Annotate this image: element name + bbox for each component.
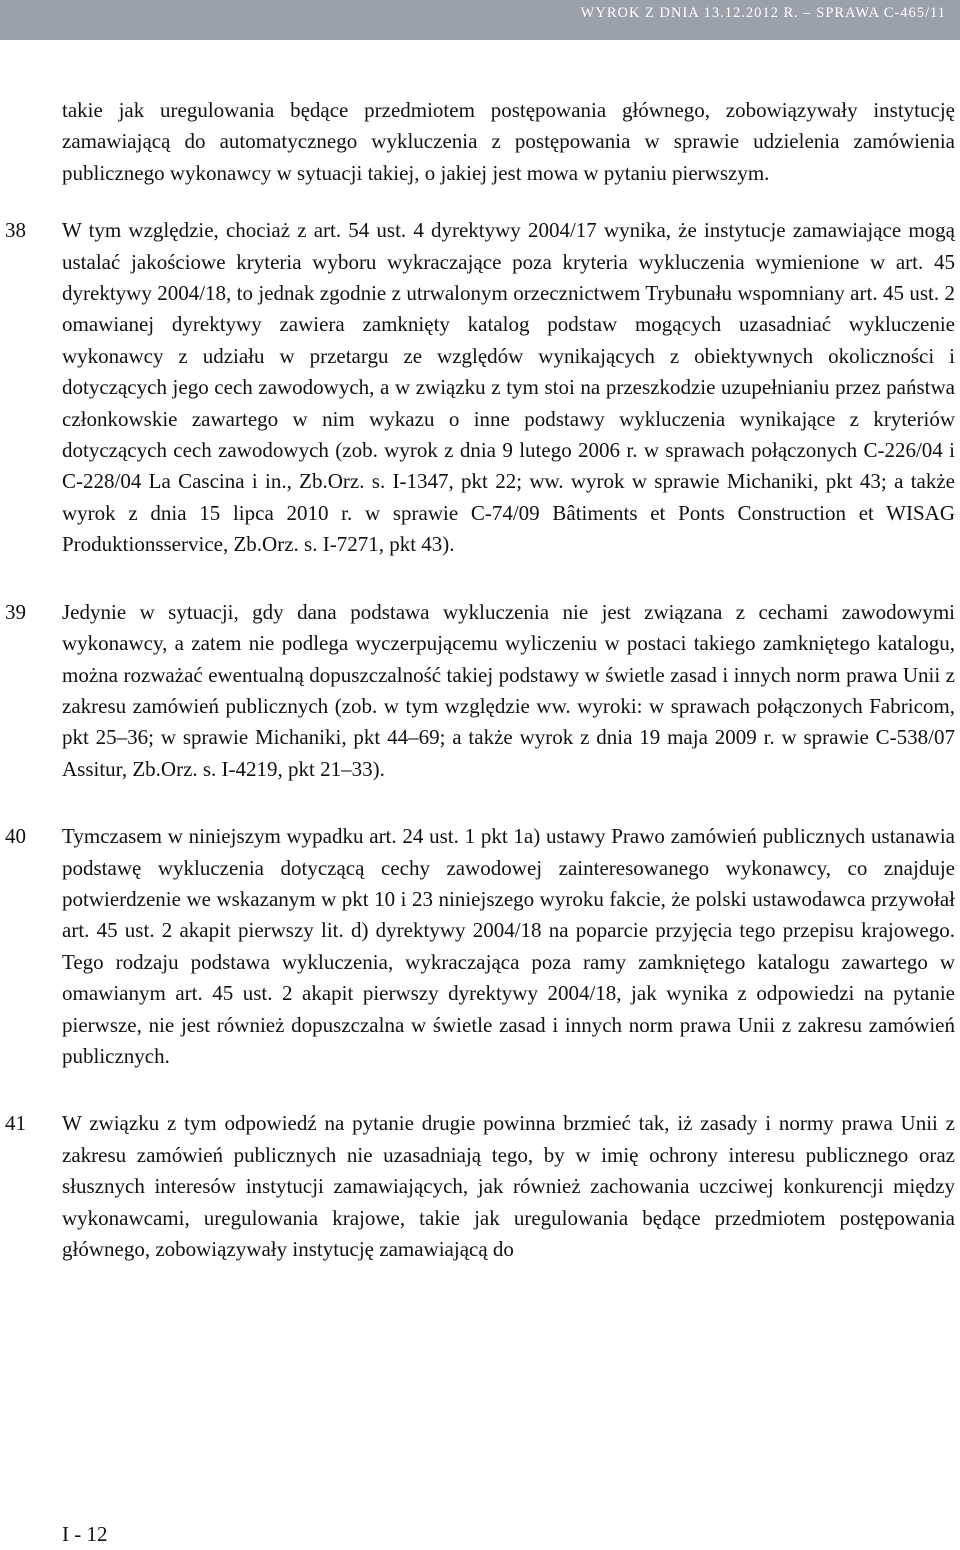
paragraph-number: 41 bbox=[5, 1111, 26, 1136]
paragraph-39 bbox=[0, 597, 960, 785]
paragraph-number: 39 bbox=[5, 599, 26, 624]
paragraph-text: Tymczasem w niniejszym wypadku art. 24 ust. 1 pkt 1a) ustawy Prawo zamówień publicznych ustanawia podstawę wykluczenia dotyczącą cechy zawodowej zainteresowanego wykonawcy, co znajduje potwierdzenie we wskazanym w pkt 10 i 23 niniejszego wyroku fakcie, że polski ustawodawca przywołał art. 45 ust. 2 akapit pierwszy lit. d) dyrektywy 2004/18 na poparcie przyjęcia tego przepisu krajowego. Tego rodzaju podstawa wykluczenia, wykraczająca poza ramy zamkniętego katalogu zawartego w omawianym art. 45 ust. 2 akapit pierwszy dyrektywy 2004/18, jak wynika z odpowiedzi na pytanie pierwsze, nie jest również dopuszczalna w świetle zasad i innych norm prawa Unii z zakresu zamówień publicznych. bbox=[62, 824, 955, 1068]
continued-paragraph bbox=[0, 95, 960, 189]
paragraph-41 bbox=[0, 1108, 960, 1265]
running-title: WYROK Z DNIA 13.12.2012 R. – SPRAWA C-465/11 bbox=[580, 5, 946, 21]
paragraph-number: 38 bbox=[5, 218, 26, 243]
document-body bbox=[0, 95, 960, 1301]
paragraph-text: W związku z tym odpowiedź na pytanie drugie powinna brzmieć tak, iż zasady i normy prawa Unii z zakresu zamówień publicznych nie uzasadniają tego, by w imię ochrony interesu publicznego oraz słusznych interesów instytucji zamawiających, jak również zachowania uczciwej konkurencji między wykonawcami, uregulowania krajowe, takie jak uregulowania będące przedmiotem postępowania głównego, zobowiązywały instytucję zamawiającą do bbox=[62, 1111, 955, 1261]
paragraph-number: 40 bbox=[5, 824, 26, 849]
paragraph-38 bbox=[0, 215, 960, 560]
paragraph-text: takie jak uregulowania będące przedmiotem postępowania głównego, zobowiązywały instytucję zamawiającą do automatycznego wykluczenia z postępowania w sprawie udzielenia zamówienia publicznego wykonawcy w sytuacji takiej, o jakiej jest mowa w pytaniu pierwszym. bbox=[62, 98, 955, 185]
page-number: I - 12 bbox=[62, 1522, 108, 1546]
paragraph-40 bbox=[0, 821, 960, 1072]
paragraph-text: W tym względzie, chociaż z art. 54 ust. 4 dyrektywy 2004/17 wynika, że instytucje zamawiające mogą ustalać jakościowe kryteria wyboru wykraczające poza kryteria wykluczenia wymienione w art. 45 dyrektywy 2004/18, to jednak zgodnie z utrwalonym orzecznictwem Trybunału wspomniany art. 45 ust. 2 omawianej dyrektywy zawiera zamknięty katalog podstaw mogących uzasadniać wykluczenie wykonawcy z udziału w przetargu ze względów wynikających z obiektywnych okoliczności i dotyczących jego cech zawodowych, a w związku z tym stoi na przeszkodzie uzupełnianiu przez państwa członkowskie zawartego w nim wykazu o inne podstawy wykluczenia wynikające z kryteriów dotyczących cech zawodowych (zob. wyrok z dnia 9 lutego 2006 r. w sprawach połączonych C-226/04 i C-228/04 La Cascina i in., Zb.Orz. s. I-1347, pkt 22; ww. wyrok w sprawie Michaniki, pkt 43; a także wyrok z dnia 15 lipca 2010 r. w sprawie C-74/09 Bâtiments et Ponts Construction et WISAG Produktionsservice, Zb.Orz. s. I-7271, pkt 43). bbox=[62, 218, 955, 557]
paragraph-text: Jedynie w sytuacji, gdy dana podstawa wykluczenia nie jest związana z cechami zawodowymi wykonawcy, a zatem nie podlega wyczerpującemu wyliczeniu w postaci takiego zamkniętego katalogu, można rozważać ewentualną dopuszczalność takiej podstawy w świetle zasad i innych norm prawa Unii z zakresu zamówień publicznych (zob. w tym względzie ww. wyroki: w sprawach połączonych Fabricom, pkt 25–36; w sprawie Michaniki, pkt 44–69; a także wyrok z dnia 19 maja 2009 r. w sprawie C-538/07 Assitur, Zb.Orz. s. I-4219, pkt 21–33). bbox=[62, 599, 955, 781]
running-header bbox=[0, 0, 960, 40]
